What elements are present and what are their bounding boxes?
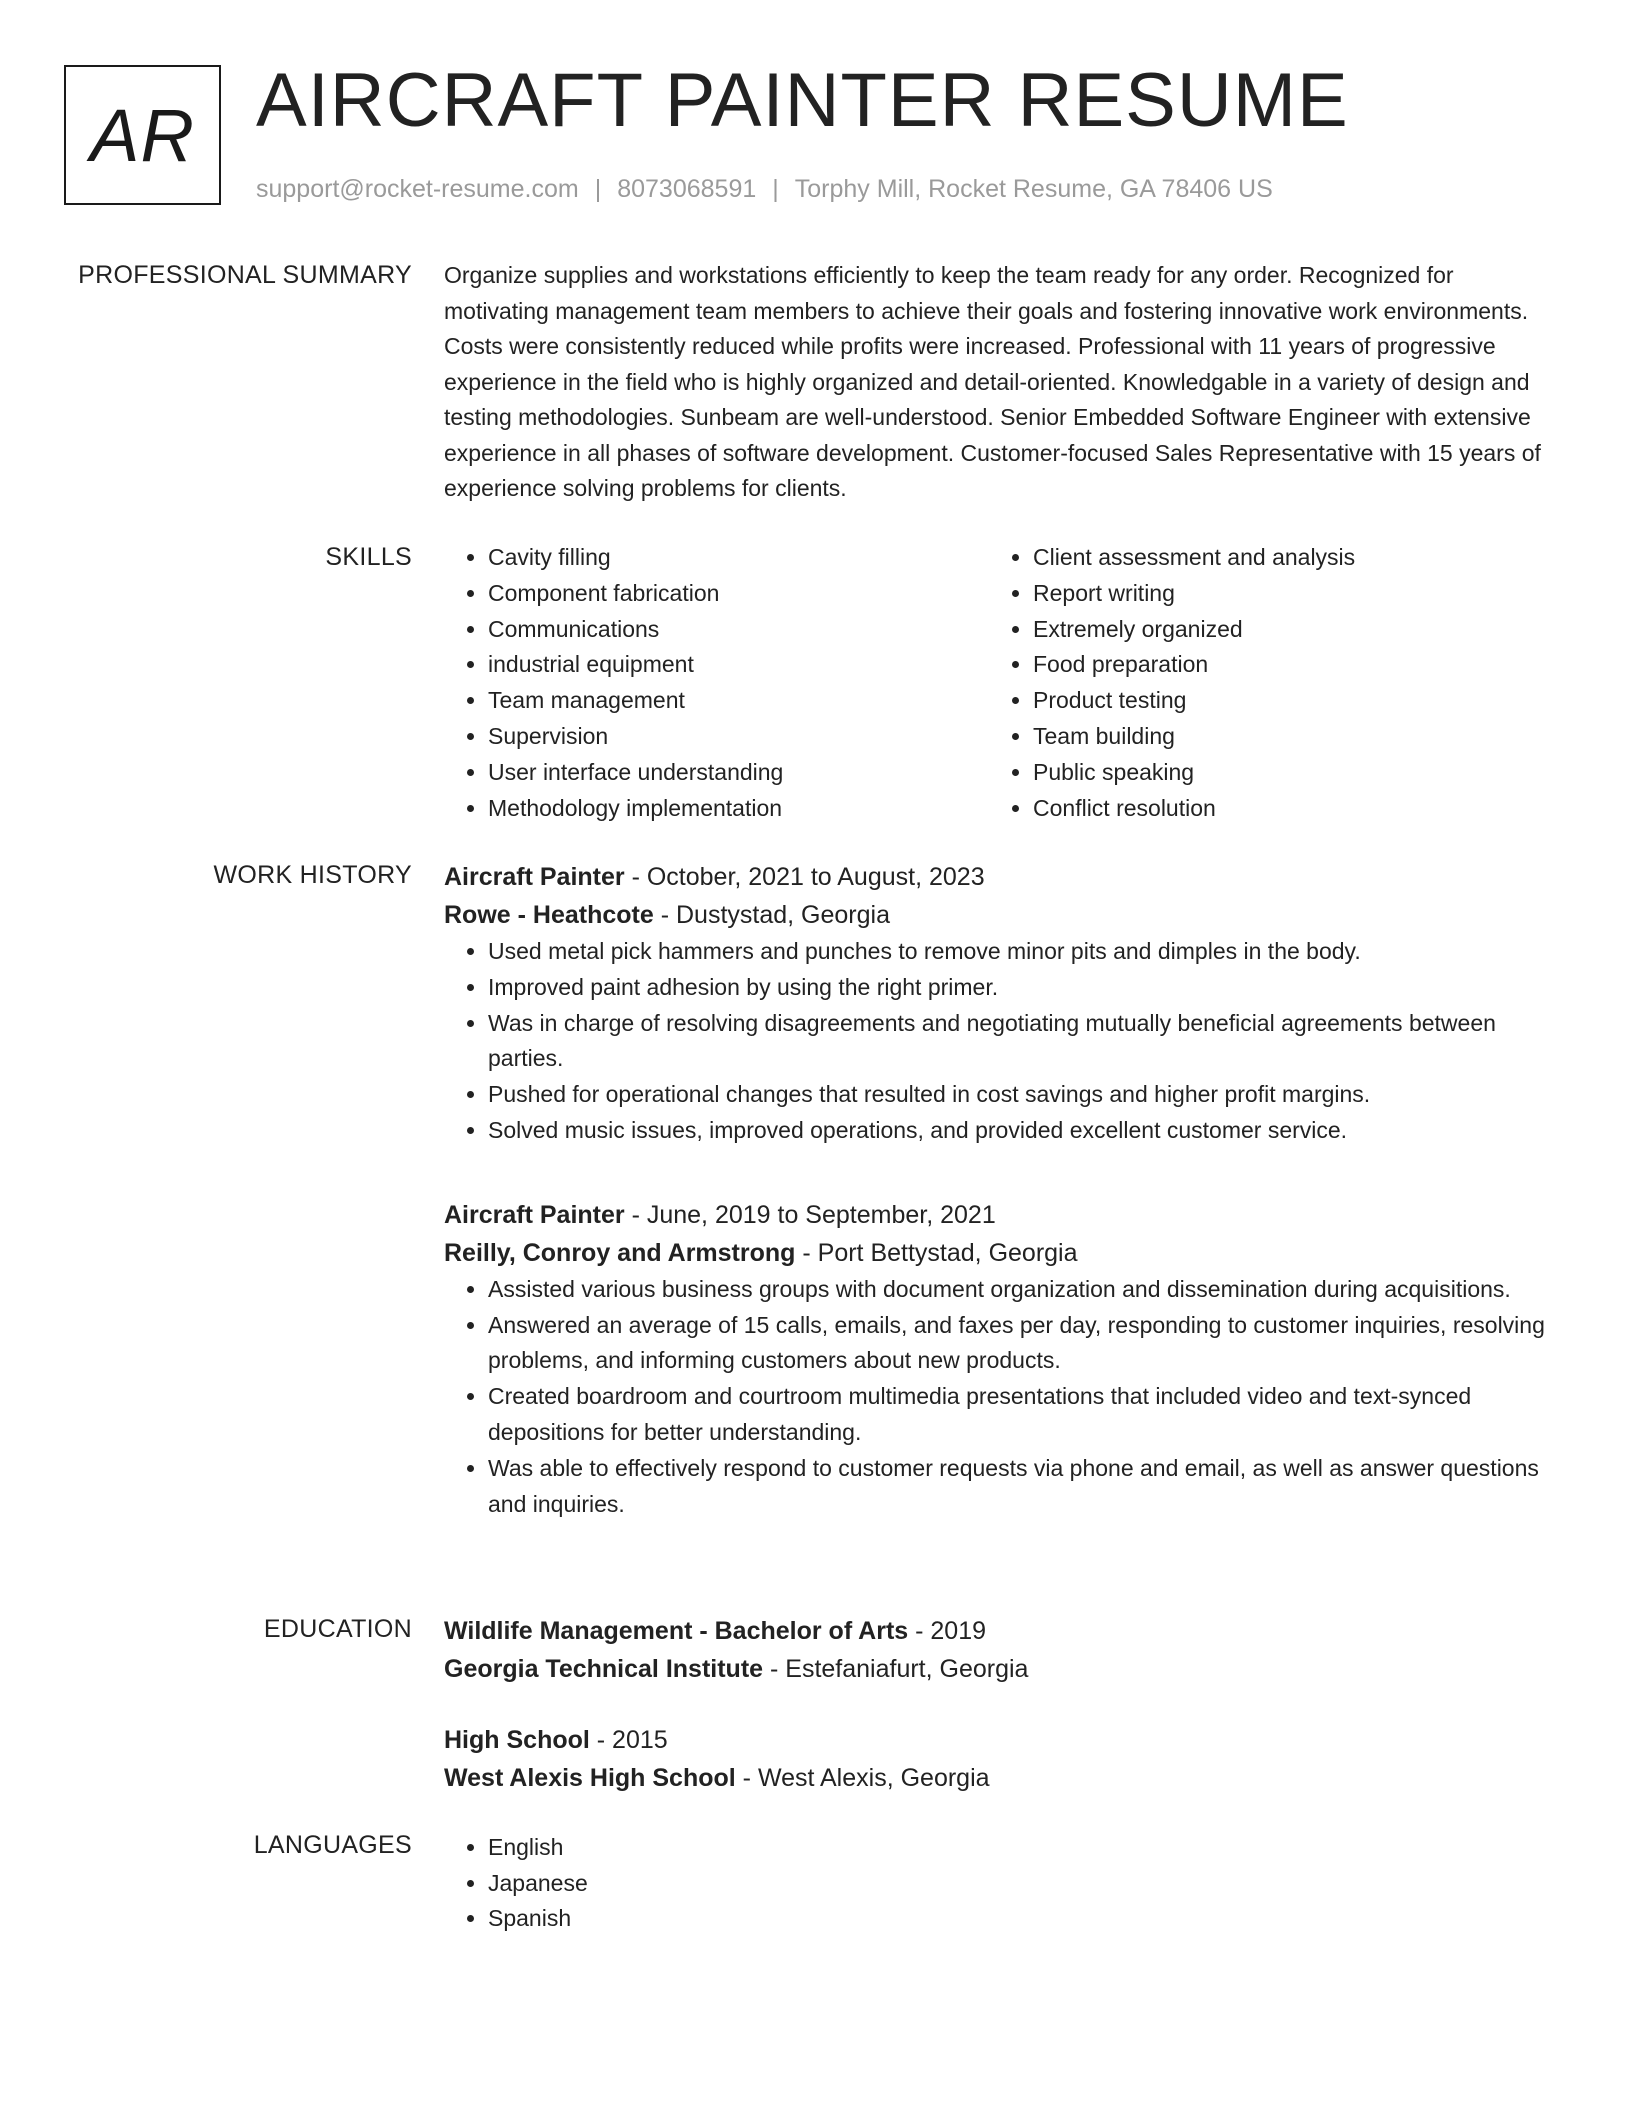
- education-school: West Alexis High School: [444, 1764, 736, 1792]
- contact-phone: 8073068591: [617, 175, 757, 203]
- contact-separator: |: [772, 175, 779, 203]
- skills-column-right: [989, 540, 1534, 826]
- job-duty: • Was in charge of resolving disagreements and negotiating mutually beneficial agreements between parties.: [488, 1006, 1554, 1078]
- languages-body: [444, 1830, 1554, 1937]
- section-label-work-history: WORK HISTORY: [213, 861, 412, 889]
- job-title: Aircraft Painter: [444, 863, 625, 891]
- skill-item: • Food preparation: [1033, 647, 1534, 683]
- job-location: - Port Bettystad, Georgia: [795, 1238, 1078, 1267]
- skill-item: • Report writing: [1033, 576, 1534, 612]
- section-label-summary: PROFESSIONAL SUMMARY: [78, 261, 412, 289]
- skill-item: • Cavity filling: [488, 540, 989, 576]
- skill-item: • Public speaking: [1033, 755, 1534, 791]
- skill-item: • Extremely organized: [1033, 612, 1534, 648]
- skill-item: • Methodology implementation: [488, 791, 989, 827]
- section-label-education: EDUCATION: [263, 1615, 412, 1643]
- education-entry: [444, 1721, 1554, 1797]
- job-duties-list: [444, 1272, 1554, 1523]
- education-degree-line: [444, 1721, 1554, 1759]
- skill-item: • Conflict resolution: [1033, 791, 1534, 827]
- education-year: - 2019: [908, 1617, 987, 1645]
- skill-item: • Team management: [488, 683, 989, 719]
- languages-list: [444, 1830, 1554, 1937]
- job-title-line: [444, 858, 1554, 896]
- skills-list-right: [989, 540, 1534, 826]
- job-duty: • Created boardroom and courtroom multimedia presentations that included video and text-synced depositions for better understanding.: [488, 1379, 1554, 1451]
- job-company: Rowe - Heathcote: [444, 901, 654, 929]
- education-degree: High School: [444, 1726, 590, 1754]
- job-dates: - June, 2019 to September, 2021: [624, 1200, 996, 1229]
- education-school: Georgia Technical Institute: [444, 1655, 764, 1683]
- contact-line: [256, 174, 1273, 204]
- skill-item: • Team building: [1033, 719, 1534, 755]
- section-label-languages: LANGUAGES: [253, 1831, 412, 1859]
- monogram-logo: AR: [64, 65, 221, 205]
- job-duties-list: [444, 934, 1554, 1149]
- job-dates: - October, 2021 to August, 2023: [624, 863, 985, 891]
- job-duty: • Assisted various business groups with document organization and dissemination during acquisitions.: [488, 1272, 1554, 1308]
- job-location: - Dustystad, Georgia: [653, 901, 890, 929]
- education-entry: [444, 1612, 1554, 1688]
- skills-list-left: [444, 540, 989, 826]
- contact-separator: |: [594, 175, 602, 203]
- skills-grid: [444, 540, 1554, 826]
- education-school-line: [444, 1759, 1554, 1797]
- job-entry: [444, 858, 1554, 1149]
- skill-item: • Client assessment and analysis: [1033, 540, 1534, 576]
- skill-item: • Communications: [488, 612, 989, 648]
- skill-item: • industrial equipment: [488, 647, 989, 683]
- education-school-line: [444, 1650, 1554, 1688]
- summary-body: [444, 258, 1554, 507]
- language-item: • English: [488, 1830, 1554, 1866]
- skill-item: • Supervision: [488, 719, 989, 755]
- skills-body: [444, 540, 1554, 826]
- contact-address: Torphy Mill, Rocket Resume, GA 78406 US: [794, 175, 1273, 203]
- language-item: • Japanese: [488, 1866, 1554, 1902]
- language-item: • Spanish: [488, 1901, 1554, 1937]
- education-year: - 2015: [589, 1726, 668, 1754]
- education-degree: Wildlife Management - Bachelor of Arts: [444, 1617, 909, 1645]
- job-duty: • Answered an average of 15 calls, emails, and faxes per day, responding to customer inquiries, resolving problems, and informing customers about new products.: [488, 1308, 1554, 1380]
- section-label-skills: SKILLS: [325, 543, 412, 571]
- summary-text: Organize supplies and workstations efficiently to keep the team ready for any order. Recognized for motivating management team members to achieve their goals and fostering innovative work environments. Costs were consistently reduced while profits were increased. Professional with 11 years of progressive experience in the field who is highly organized and detail-oriented. Knowledgable in a variety of design and testing methodologies. Sunbeam are well-understood. Senior Embedded Software Engineer with extensive experience in all phases of software development. Customer-focused Sales Representative with 15 years of experience solving problems for clients.: [444, 262, 1541, 501]
- job-duty: • Pushed for operational changes that resulted in cost savings and higher profit margins.: [488, 1077, 1554, 1113]
- job-duty: • Solved music issues, improved operations, and provided excellent customer service.: [488, 1113, 1554, 1149]
- job-title: Aircraft Painter: [444, 1200, 625, 1229]
- skill-item: • User interface understanding: [488, 755, 989, 791]
- job-duty: • Was able to effectively respond to customer requests via phone and email, as well as answer questions and inquiries.: [488, 1451, 1554, 1523]
- job-duty: • Used metal pick hammers and punches to remove minor pits and dimples in the body.: [488, 934, 1554, 970]
- education-degree-line: [444, 1612, 1554, 1650]
- education-location: - West Alexis, Georgia: [735, 1764, 990, 1792]
- job-title-line: [444, 1196, 1554, 1234]
- work-history-body: [444, 858, 1554, 1569]
- education-location: - Estefaniafurt, Georgia: [763, 1655, 1029, 1683]
- job-duty: • Improved paint adhesion by using the right primer.: [488, 970, 1554, 1006]
- job-entry: [444, 1196, 1554, 1523]
- job-company-line: [444, 1234, 1554, 1272]
- education-body: [444, 1612, 1554, 1830]
- job-company-line: [444, 896, 1554, 934]
- skills-column-left: [444, 540, 989, 826]
- skill-item: • Component fabrication: [488, 576, 989, 612]
- skill-item: • Product testing: [1033, 683, 1534, 719]
- job-company: Reilly, Conroy and Armstrong: [444, 1238, 796, 1267]
- resume-title: AIRCRAFT PAINTER RESUME: [256, 58, 1349, 143]
- contact-email: support@rocket-resume.com: [256, 175, 579, 203]
